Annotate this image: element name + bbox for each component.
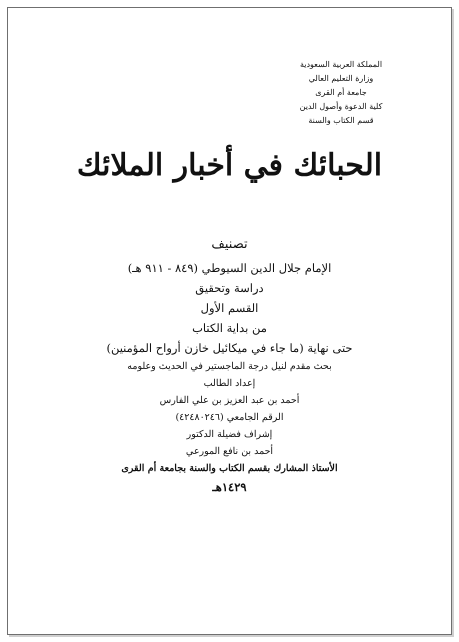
prepared-by-label: إعداد الطالب xyxy=(203,378,256,389)
degree-statement: بحث مقدم لنيل درجة الماجستير في الحديث وعلومه xyxy=(127,361,332,372)
supervision-label: إشراف فضيلة الدكتور xyxy=(186,429,273,440)
institution-line: وزارة التعليم العالي xyxy=(308,74,374,83)
book-title: الحبائك في أخبار الملائك xyxy=(76,148,383,183)
range-from: من بداية الكتاب xyxy=(192,321,267,335)
institution-block xyxy=(281,58,401,128)
author-name: الإمام جلال الدين السيوطي (٨٤٩ - ٩١١ هـ) xyxy=(127,261,332,275)
range-to: حتى نهاية (ما جاء في ميكائيل خازن أرواح المؤمنين) xyxy=(106,341,353,355)
year: ١٤٢٩هـ xyxy=(212,480,247,494)
institution-line: كلية الدعوة وأصول الدين xyxy=(299,102,383,111)
cover-details xyxy=(0,232,459,497)
part-label: القسم الأول xyxy=(200,301,259,315)
institution-line: جامعة أم القرى xyxy=(315,88,367,97)
author-heading: تصنيف xyxy=(211,237,248,252)
institution-line: المملكة العربية السعودية xyxy=(299,60,383,69)
supervisor-title: الأستاذ المشارك بقسم الكتاب والسنة بجامعة أم القرى xyxy=(121,463,338,474)
supervisor-name: أحمد بن نافع المورعي xyxy=(185,446,274,457)
study-label: دراسة وتحقيق xyxy=(195,281,264,295)
institution-line: قسم الكتاب والسنة xyxy=(308,116,374,125)
student-name: أحمد بن عبد العزيز بن علي الفارس xyxy=(159,395,300,406)
student-id: الرقم الجامعي (٤٢٤٨٠٢٤٦) xyxy=(175,412,284,423)
